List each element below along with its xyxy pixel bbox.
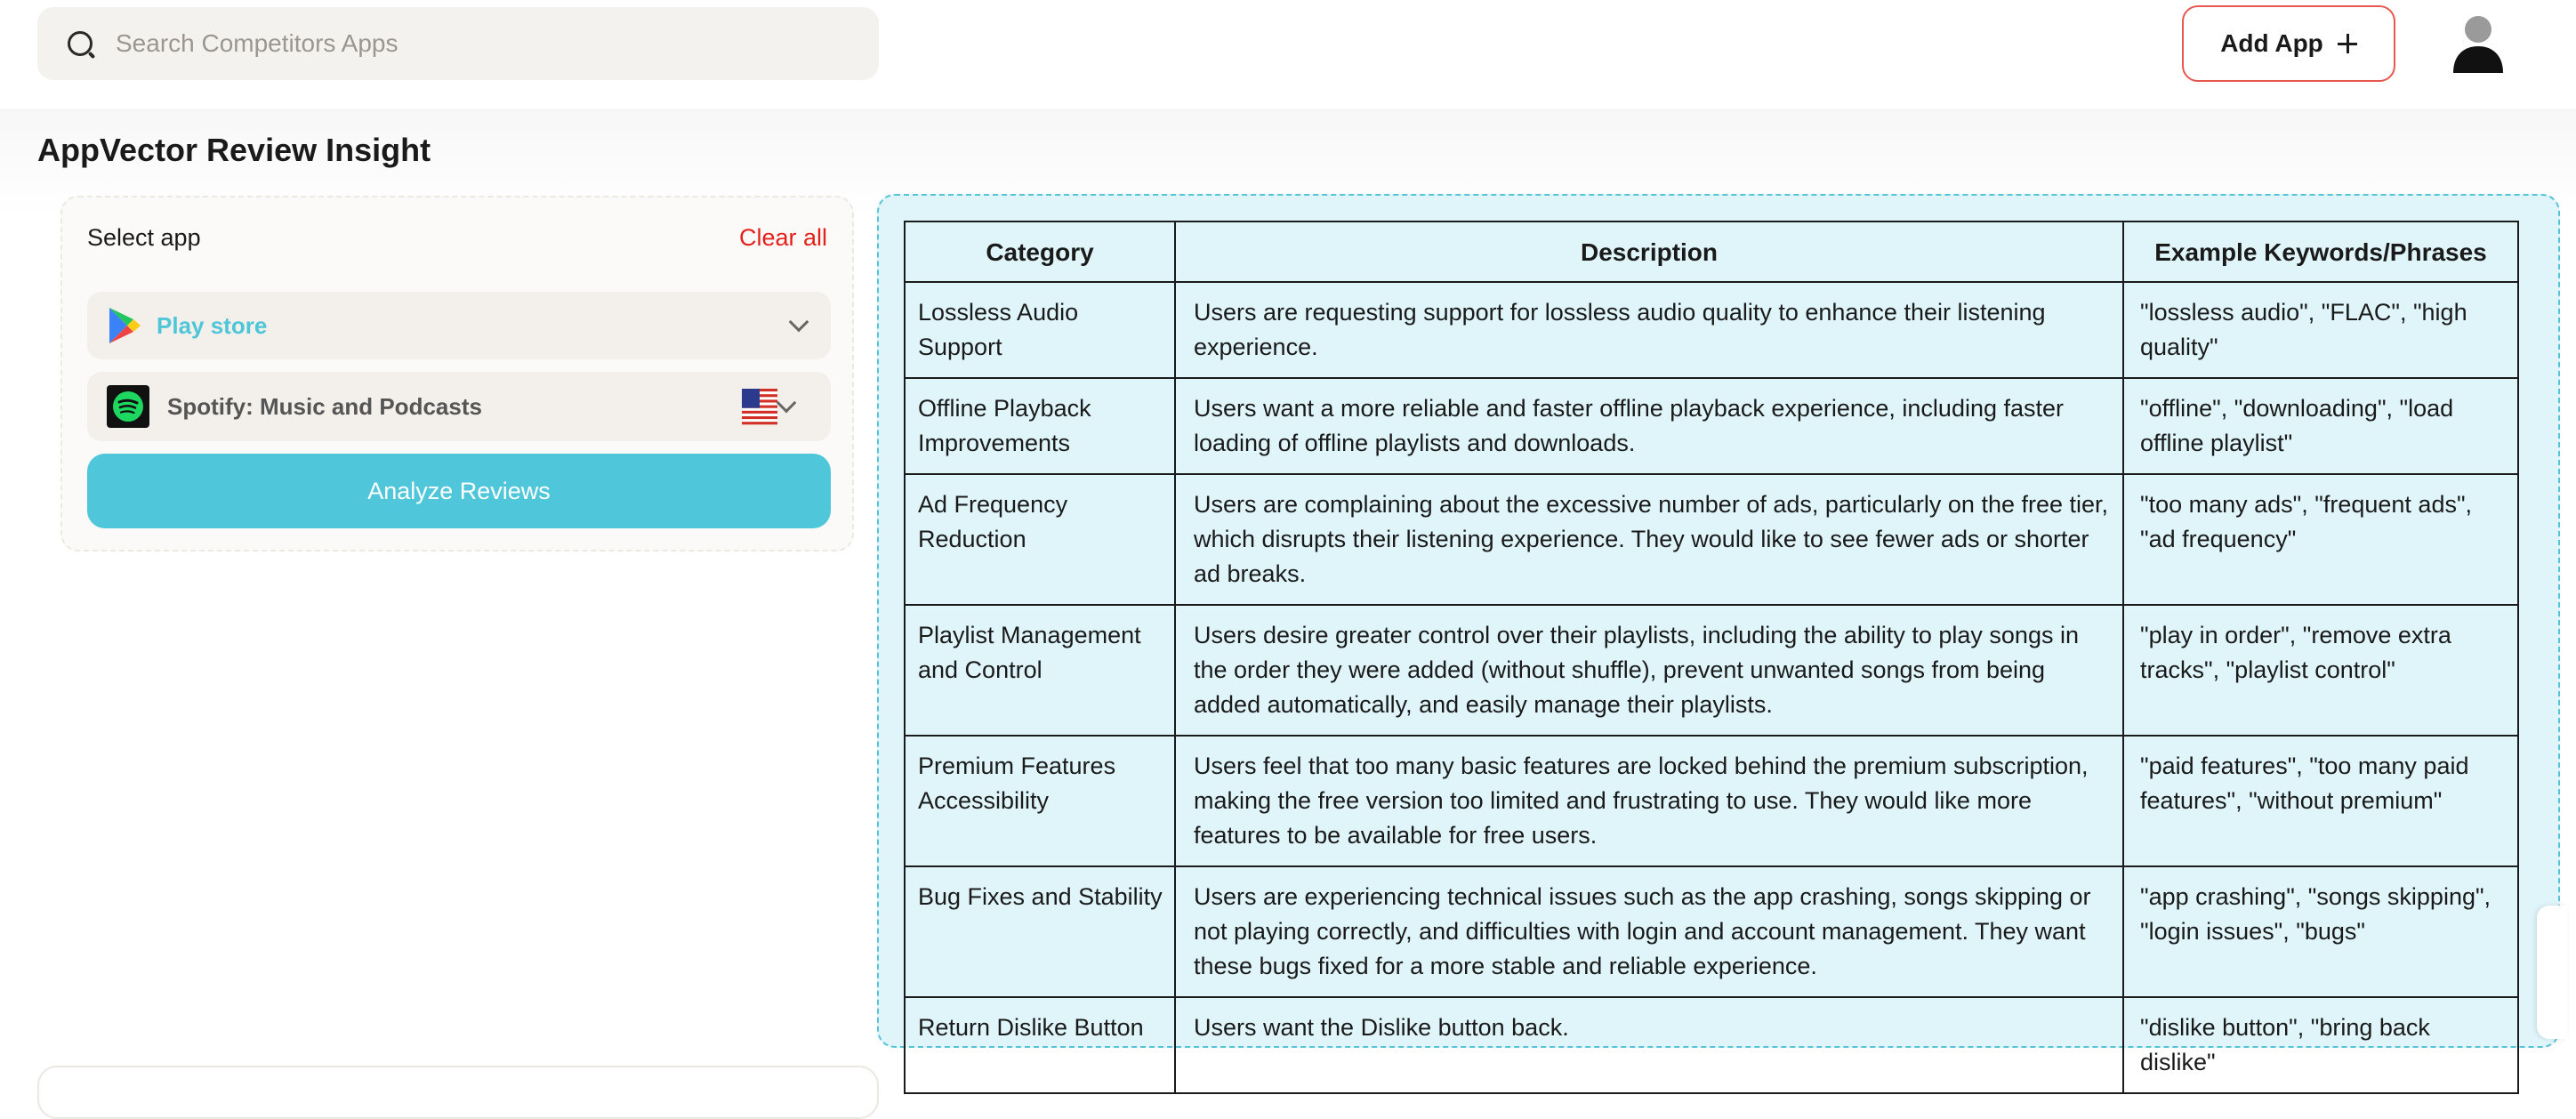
search-bar[interactable] — [37, 7, 879, 80]
page-title: AppVector Review Insight — [37, 132, 431, 168]
clear-all-button[interactable]: Clear all — [738, 224, 827, 251]
category-cell: Playlist Management and Control — [905, 605, 1175, 736]
add-app-button[interactable] — [2182, 5, 2395, 82]
store-dropdown-value: Play store — [157, 311, 268, 339]
category-cell: Offline Playback Improvements — [905, 378, 1175, 474]
description-cell: Users want the Dislike button back. — [1175, 997, 2123, 1093]
keywords-cell: "offline", "downloading", "load offline playlist" — [2123, 378, 2518, 474]
app-selector-panel — [60, 196, 854, 551]
description-cell: Users feel that too many basic features are locked behind the premium subscription, making the free version too limited and frustrating to use. They would like more features to be available for free users. — [1175, 736, 2123, 866]
table-header-row — [905, 221, 2518, 282]
table-row — [905, 605, 2518, 736]
chevron-down-icon — [777, 393, 797, 414]
chevron-down-icon — [789, 312, 809, 333]
table-row — [905, 736, 2518, 866]
search-input[interactable] — [116, 29, 845, 58]
description-cell: Users are complaining about the excessive number of ads, particularly on the free tier, which disrupts their listening experience. They would like to see fewer ads or shorter ad breaks. — [1175, 474, 2123, 605]
spotify-logo-icon — [107, 385, 149, 428]
us-flag-icon[interactable] — [742, 389, 777, 424]
keywords-cell: "paid features", "too many paid features", "without premium" — [2123, 736, 2518, 866]
category-cell: Lossless Audio Support — [905, 282, 1175, 378]
app-dropdown[interactable] — [87, 372, 831, 441]
user-avatar-icon[interactable] — [2451, 14, 2505, 73]
insights-table — [904, 221, 2519, 1094]
table-row — [905, 997, 2518, 1093]
keywords-cell: "dislike button", "bring back dislike" — [2123, 997, 2518, 1093]
table-row — [905, 866, 2518, 997]
top-bar — [0, 0, 2576, 109]
description-cell: Users are requesting support for lossless audio quality to enhance their listening experience. — [1175, 282, 2123, 378]
column-header-keywords: Example Keywords/Phrases — [2123, 221, 2518, 282]
app-dropdown-value: Spotify: Music and Podcasts — [167, 392, 482, 420]
insights-panel — [877, 194, 2560, 1075]
analyze-reviews-button[interactable]: Analyze Reviews — [87, 454, 831, 528]
store-dropdown[interactable] — [87, 292, 831, 359]
keywords-cell: "too many ads", "frequent ads", "ad frequency" — [2123, 474, 2518, 605]
category-cell: Premium Features Accessibility — [905, 736, 1175, 866]
keywords-cell: "play in order", "remove extra tracks", "playlist control" — [2123, 605, 2518, 736]
description-cell: Users desire greater control over their playlists, including the ability to play songs in the order they were added (without shuffle), prevent unwanted songs from being added automatically, and easily manage their playlists. — [1175, 605, 2123, 736]
column-header-category: Category — [905, 221, 1175, 282]
category-cell: Return Dislike Button — [905, 997, 1175, 1093]
plus-icon — [2338, 34, 2357, 53]
table-row — [905, 282, 2518, 378]
category-cell: Bug Fixes and Stability — [905, 866, 1175, 997]
description-cell: Users are experiencing technical issues such as the app crashing, songs skipping or not playing correctly, and difficulties with login and account management. They want these bugs fixed for a more stable and reliable experience. — [1175, 866, 2123, 997]
column-header-description: Description — [1175, 221, 2123, 282]
category-cell: Ad Frequency Reduction — [905, 474, 1175, 605]
description-cell: Users want a more reliable and faster offline playback experience, including faster loading of offline playlists and downloads. — [1175, 378, 2123, 474]
add-app-label: Add App — [2220, 29, 2323, 57]
search-icon — [68, 31, 93, 56]
insights-table-scroll[interactable] — [904, 221, 2517, 1075]
play-store-icon — [107, 306, 142, 345]
bottom-card — [37, 1066, 879, 1119]
select-app-label: Select app — [87, 224, 201, 251]
keywords-cell: "lossless audio", "FLAC", "high quality" — [2123, 282, 2518, 378]
keywords-cell: "app crashing", "songs skipping", "login issues", "bugs" — [2123, 866, 2518, 997]
table-row — [905, 378, 2518, 474]
table-row — [905, 474, 2518, 605]
side-drawer-tab[interactable] — [2537, 906, 2567, 1039]
